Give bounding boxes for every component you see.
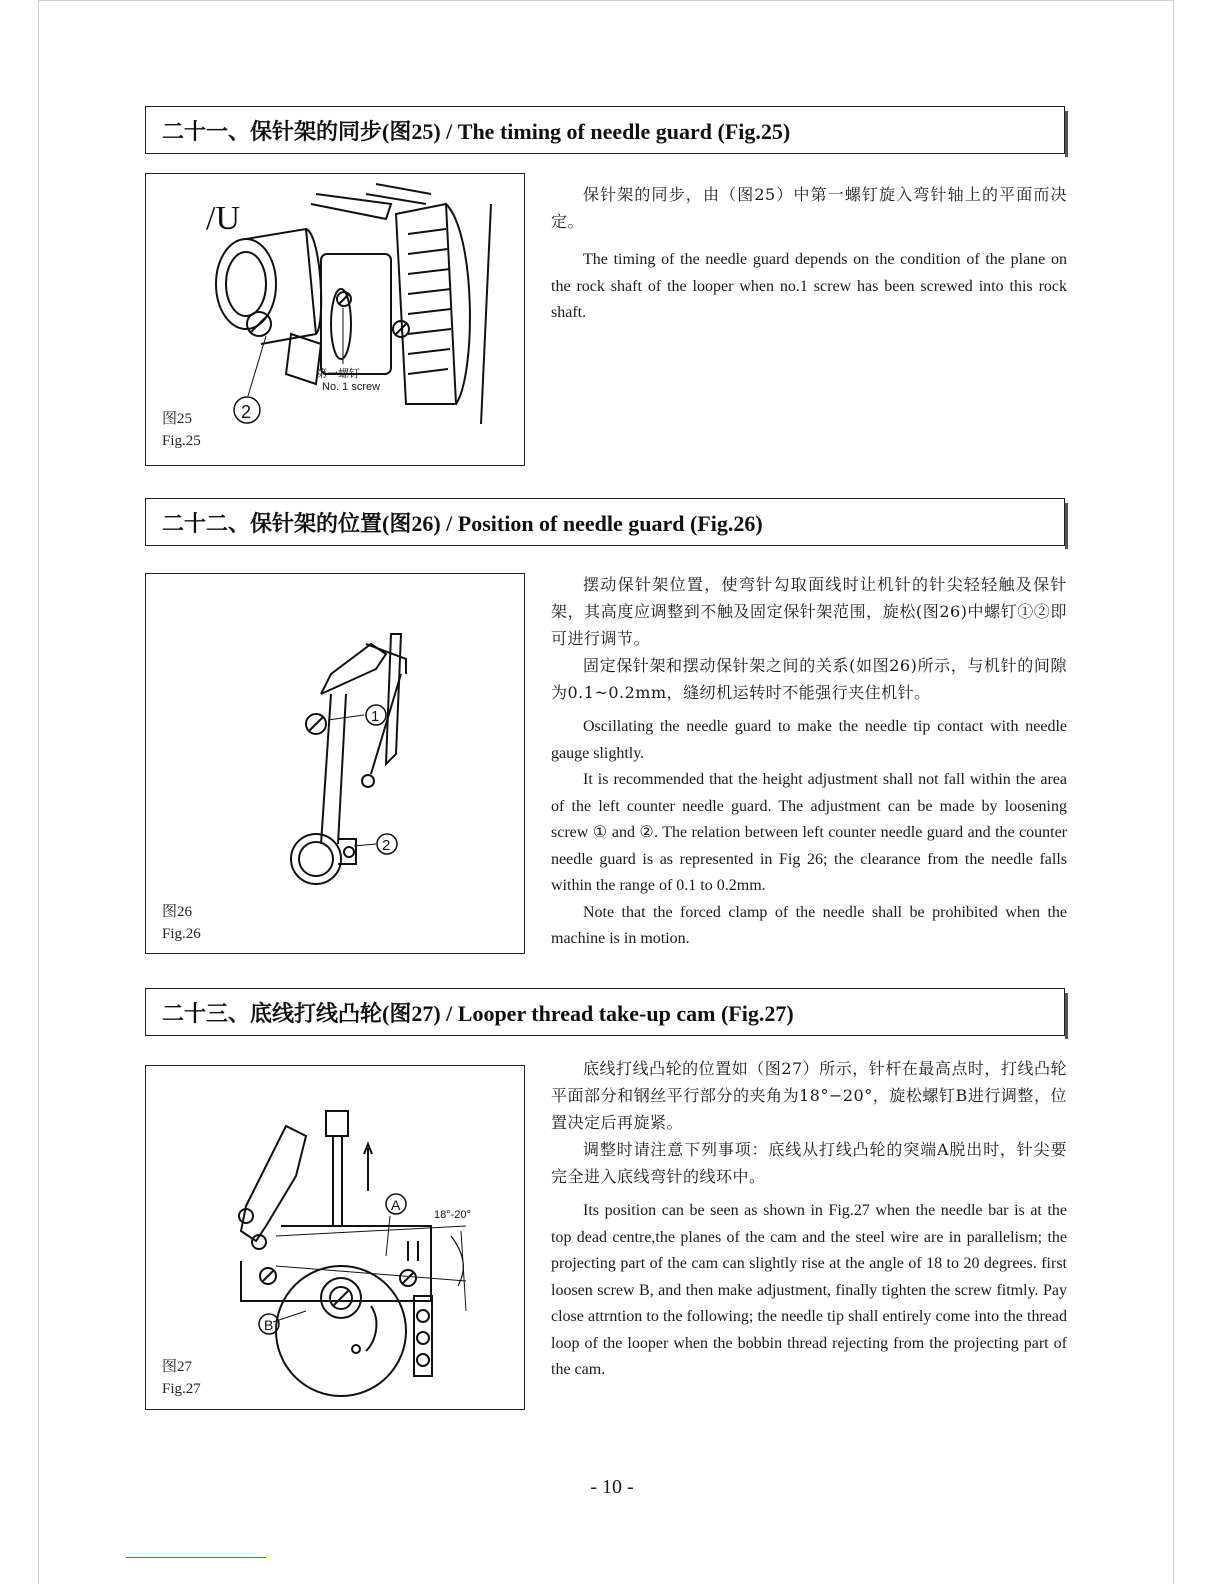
take-up-cam-illustration: [146, 1066, 524, 1409]
section-heading-text: 二十二、保针架的位置(图26) / Position of needle guard (Fig.26): [162, 510, 763, 536]
figure-caption-cn: 图26: [162, 904, 193, 920]
section-heading-text: 二十三、底线打线凸轮(图27) / Looper thread take-up cam (Fig.27): [162, 1000, 794, 1026]
paragraph-cn: 摆动保针架位置，使弯针勾取面线时让机针的针尖轻轻触及保针架，其高度应调整到不触及固定保针架范围，旋松(图26)中螺钉①②即可进行调节。: [551, 575, 1067, 648]
callout-letter-a: A: [391, 1197, 401, 1213]
figure-caption-en: Fig.25: [162, 433, 201, 449]
page-edge: [38, 0, 1174, 1]
paragraph-en: Oscillating the needle guard to make the needle tip contact with needle gauge slightly.: [551, 718, 1067, 762]
figure-caption: [162, 1356, 201, 1400]
paragraph-en: The timing of the needle guard depends on the condition of the plane on the rock shaft of the looper when no.1 screw has been screwed into this rock shaft.: [551, 251, 1067, 321]
figure-caption: [162, 408, 201, 452]
figure-caption-cn: 图25: [162, 411, 193, 427]
callout-label-cn: 第一螺钉: [316, 367, 360, 380]
section-heading-21: [145, 106, 1065, 154]
paragraph-cn: 固定保针架和摆动保针架之间的关系(如图26)所示，与机针的间隙为0.1~0.2mm，缝纫机运转时不能强行夹住机针。: [551, 656, 1067, 702]
section-21-text: [551, 181, 1067, 327]
paragraph-en: Its position can be seen as shown in Fig.27 when the needle bar is at the top dead centre,the planes of the cam and the steel wire are in parallelism; the projecting part of the cam can slightly rise at the angle of 18 to 20 degrees. first loosen screw B, and then make adjustment, finally tighten the screw fitmly. Pay close attrntion to the following; the needle tip shall entirely come into the thread loop of the looper when the bobbin thread rejecting from the projecting part of the cam.: [551, 1202, 1067, 1378]
section-22-text: [551, 571, 1067, 953]
page-number: - 10 -: [590, 1476, 634, 1498]
section-23-text: [551, 1055, 1067, 1384]
section-heading-22: [145, 498, 1065, 546]
section-heading-text: 二十一、保针架的同步(图25) / The timing of needle guard (Fig.25): [162, 118, 791, 144]
callout-letter-b: B: [264, 1317, 274, 1333]
needle-guard-position-illustration: [146, 574, 524, 953]
figure-27: [145, 1065, 525, 1410]
figure-25: [145, 173, 525, 466]
callout-number-2: 2: [382, 837, 391, 854]
angle-label: 18°-20°: [434, 1209, 471, 1221]
paragraph-cn: 保针架的同步，由（图25）中第一螺钉旋入弯针轴上的平面而决定。: [551, 185, 1067, 231]
page-edge: [38, 0, 39, 1584]
figure-scrawl: /U: [206, 200, 240, 237]
footer-rule: [126, 1557, 266, 1558]
paragraph-cn: 底线打线凸轮的位置如（图27）所示，针杆在最高点时，打线凸轮平面部分和钢丝平行部分的夹角为18°−20°，旋松螺钉B进行调整，位置决定后再旋紧。: [551, 1059, 1067, 1132]
needle-guard-timing-illustration: [146, 174, 524, 465]
paragraph-en: Note that the forced clamp of the needle shall be prohibited when the machine is in motion.: [551, 903, 1067, 947]
page-edge: [1173, 0, 1174, 1584]
callout-number-2: 2: [241, 402, 252, 422]
paragraph-cn: 调整时请注意下列事项：底线从打线凸轮的突端A脱出时，针尖要完全进入底线弯针的线环中。: [551, 1140, 1067, 1186]
figure-26: [145, 573, 525, 954]
figure-caption: [162, 901, 201, 945]
callout-label-en: No. 1 screw: [322, 381, 381, 393]
paragraph-en: It is recommended that the height adjustment shall not fall within the area of the left counter needle guard. The adjustment can be made by loosening screw ① and ②. The relation between left counter needle guard and the counter needle guard is as represented in Fig 26; the clearance from the needle falls within the range of 0.1 to 0.2mm.: [551, 771, 1067, 894]
figure-caption-en: Fig.26: [162, 926, 201, 942]
section-heading-23: [145, 988, 1065, 1036]
figure-caption-cn: 图27: [162, 1359, 193, 1375]
figure-caption-en: Fig.27: [162, 1381, 201, 1397]
callout-number-1: 1: [371, 708, 380, 725]
